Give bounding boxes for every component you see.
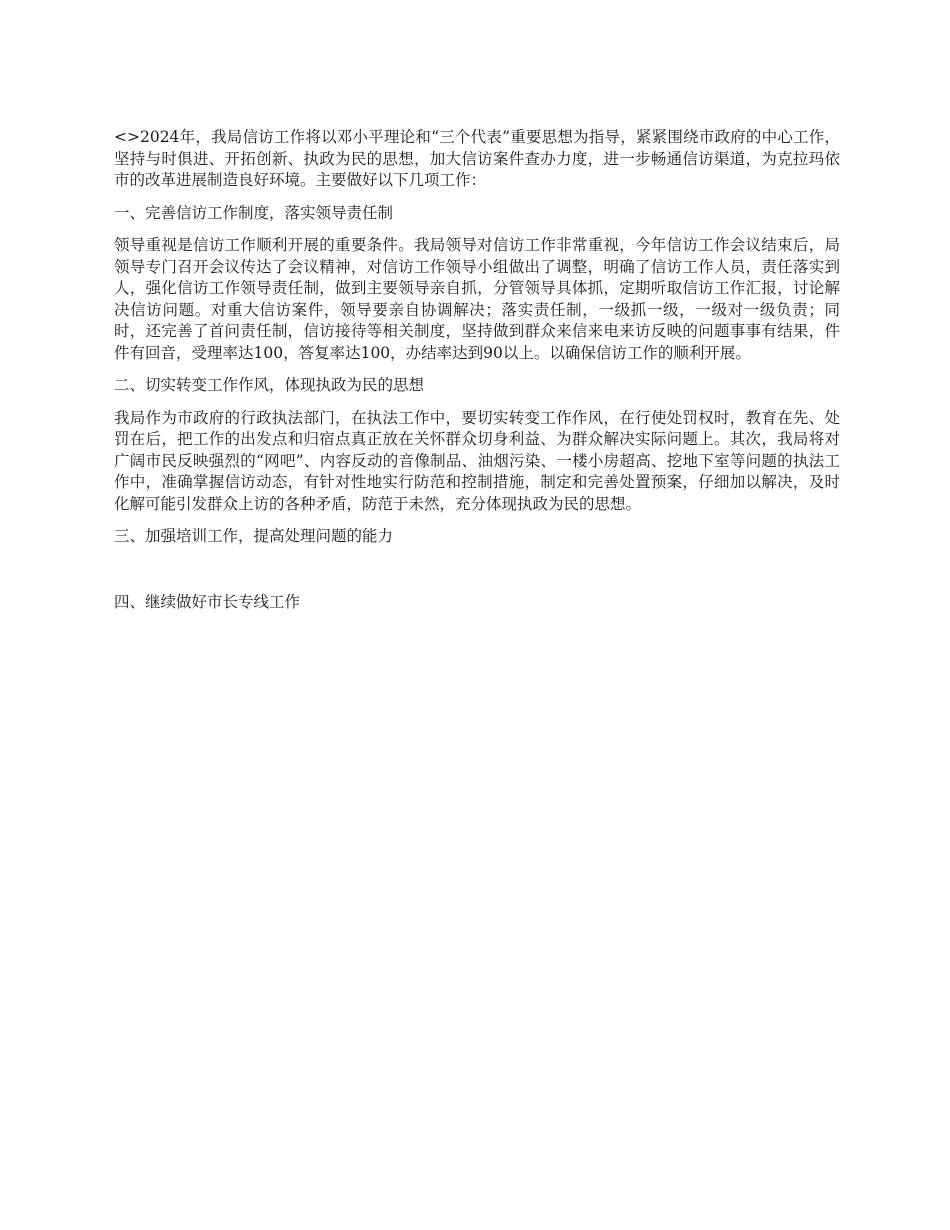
section-body-1: 领导重视是信访工作顺利开展的重要条件。我局领导对信访工作非常重视，今年信访工作会议结束后，局领导专门召开会议传达了会议精神，对信访工作领导小组做出了调整，明确了信访工作人员，责任落实到人，强化信访工作领导责任制，做到主要领导亲自抓，分管领导具体抓，定期听取信访工作汇报，讨论解决信访问题。对重大信访案件，领导要亲自协调解决；落实责任制，一级抓一级，一级对一级负责；同时，还完善了首问责任制，信访接待等相关制度，坚持做到群众来信来电来访反映的问题事事有结果，件件有回音，受理率达100，答复率达100，办结率达到90以上。以确保信访工作的顺利开展。 <box>114 236 840 362</box>
section-body-2: 我局作为市政府的行政执法部门，在执法工作中，要切实转变工作作风，在行使处罚权时，教育在先、处罚在后，把工作的出发点和归宿点真正放在关怀群众切身利益、为群众解决实际问题上。其次，我局将对广阔市民反映强烈的“网吧”、内容反动的音像制品、油烟污染、一楼小房超高、挖地下室等问题的执法工作中，准确掌握信访动态，有针对性地实行防范和控制措施，制定和完善处置预案，仔细加以解决，及时化解可能引发群众上访的各种矛盾，防范于未然，充分体现执政为民的思想。 <box>114 408 840 513</box>
section-heading-4: 四、继续做好市长专线工作 <box>114 592 301 611</box>
section-heading-1: 一、完善信访工作制度，落实领导责任制 <box>114 203 394 222</box>
section-heading-3: 三、加强培训工作，提高处理问题的能力 <box>114 527 394 545</box>
section-heading-2: 二、切实转变工作作风，体现执政为民的思想 <box>114 376 425 394</box>
intro-paragraph: <>2024年，我局信访工作将以邓小平理论和“三个代表”重要思想为指导，紧紧围绕市政府的中心工作，坚持与时俱进、开拓创新、执政为民的思想，加大信访案件查办力度，进一步畅通信访渠道，为克拉玛依市的改革进展制造良好环境。主要做好以下几项工作： <box>114 128 840 189</box>
document-body <box>114 127 840 624</box>
